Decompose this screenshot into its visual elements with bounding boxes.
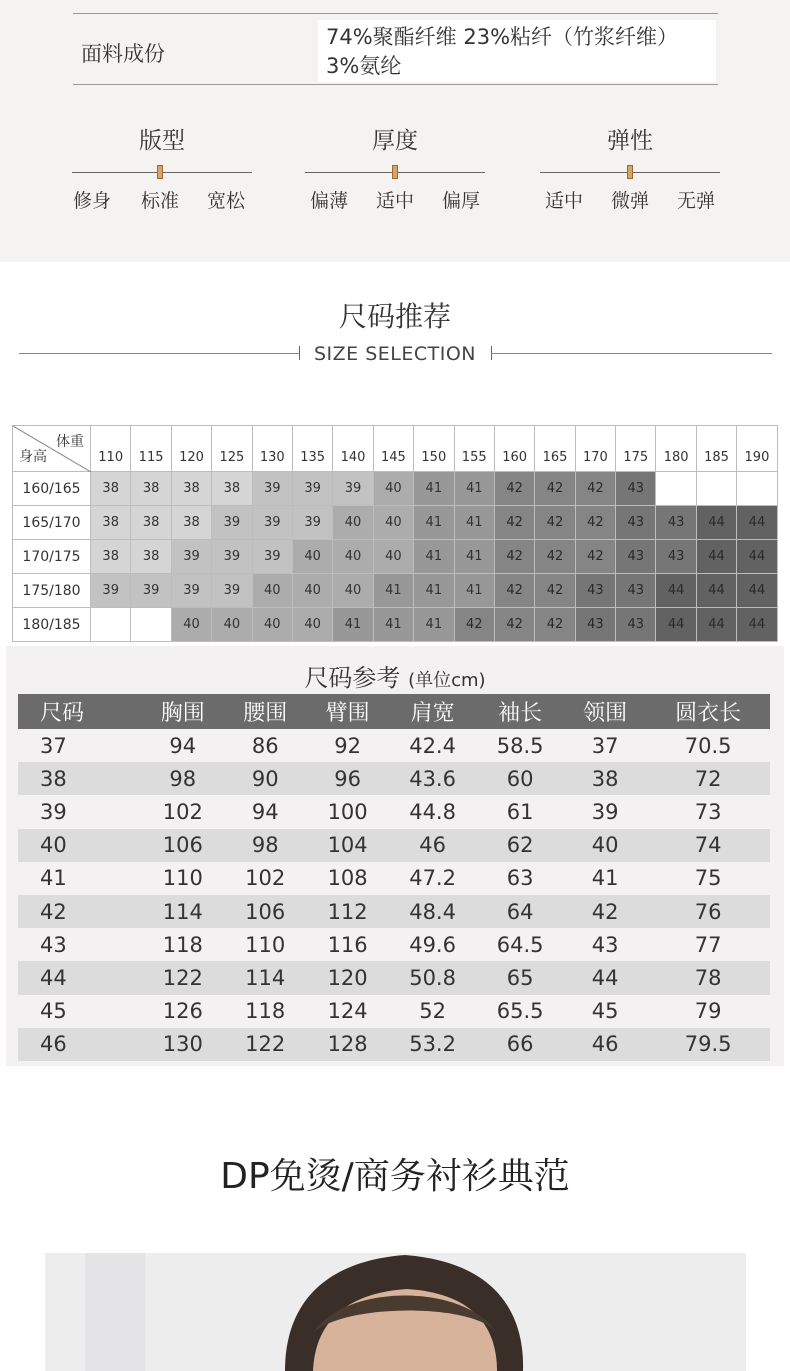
reference-cell: 72 bbox=[646, 762, 770, 795]
attribute-marker bbox=[157, 165, 163, 179]
grid-row bbox=[13, 472, 778, 506]
grid-size-cell: 44 bbox=[656, 574, 696, 608]
attribute-option: 宽松 bbox=[206, 190, 245, 212]
grid-height-header: 160/165 bbox=[13, 472, 91, 506]
reference-cell: 44.8 bbox=[389, 795, 477, 828]
reference-cell: 45 bbox=[564, 995, 646, 1028]
grid-size-cell: 41 bbox=[454, 472, 494, 506]
size-reference-unit: (单位cm) bbox=[408, 670, 486, 691]
attribute-option: 无弹 bbox=[676, 190, 715, 212]
reference-cell: 44 bbox=[564, 961, 646, 994]
reference-row bbox=[18, 862, 770, 895]
reference-row bbox=[18, 762, 770, 795]
reference-cell: 110 bbox=[224, 928, 306, 961]
reference-column-header: 尺码 bbox=[18, 694, 142, 729]
grid-height-header: 170/175 bbox=[13, 540, 91, 574]
reference-cell: 38 bbox=[564, 762, 646, 795]
reference-cell: 41 bbox=[18, 862, 142, 895]
reference-cell: 100 bbox=[306, 795, 388, 828]
grid-size-cell: 43 bbox=[616, 608, 656, 642]
grid-size-cell: 44 bbox=[737, 574, 777, 608]
grid-weight-header: 180 bbox=[656, 426, 696, 472]
grid-size-cell: 39 bbox=[91, 574, 131, 608]
reference-cell: 96 bbox=[306, 762, 388, 795]
reference-row bbox=[18, 1028, 770, 1061]
grid-size-cell: 42 bbox=[575, 472, 615, 506]
attribute-marker bbox=[392, 165, 398, 179]
grid-height-label: 身高 bbox=[19, 449, 47, 465]
model-photo bbox=[45, 1253, 746, 1371]
grid-size-cell: 41 bbox=[373, 608, 413, 642]
attribute-option: 适中 bbox=[375, 190, 414, 212]
grid-size-cell: 41 bbox=[454, 540, 494, 574]
grid-size-cell: 43 bbox=[575, 574, 615, 608]
grid-size-cell: 42 bbox=[535, 506, 575, 540]
reference-column-header: 肩宽 bbox=[389, 694, 477, 729]
fabric-label: 面料成份 bbox=[81, 42, 165, 66]
grid-row bbox=[13, 540, 778, 574]
reference-cell: 37 bbox=[564, 729, 646, 762]
grid-size-cell: 43 bbox=[575, 608, 615, 642]
attribute-title: 厚度 bbox=[372, 128, 418, 154]
grid-size-cell: 43 bbox=[616, 472, 656, 506]
reference-cell: 60 bbox=[476, 762, 564, 795]
reference-cell: 52 bbox=[389, 995, 477, 1028]
grid-size-cell: 42 bbox=[575, 540, 615, 574]
feature-title: DP免烫/商务衬衫典范 bbox=[220, 1156, 570, 1197]
grid-weight-header: 125 bbox=[212, 426, 252, 472]
reference-cell: 70.5 bbox=[646, 729, 770, 762]
reference-cell: 62 bbox=[476, 829, 564, 862]
grid-size-cell: 41 bbox=[454, 574, 494, 608]
reference-cell: 128 bbox=[306, 1028, 388, 1061]
grid-weight-header: 175 bbox=[616, 426, 656, 472]
reference-cell: 48.4 bbox=[389, 895, 477, 928]
reference-cell: 76 bbox=[646, 895, 770, 928]
reference-cell: 42 bbox=[18, 895, 142, 928]
grid-weight-header: 140 bbox=[333, 426, 373, 472]
grid-size-cell: 42 bbox=[454, 608, 494, 642]
reference-cell: 41 bbox=[564, 862, 646, 895]
grid-size-cell: 40 bbox=[212, 608, 252, 642]
grid-size-cell: 40 bbox=[373, 540, 413, 574]
grid-size-cell bbox=[696, 472, 736, 506]
attribute-option: 标准 bbox=[140, 190, 179, 212]
reference-cell: 38 bbox=[18, 762, 142, 795]
reference-cell: 118 bbox=[224, 995, 306, 1028]
reference-cell: 49.6 bbox=[389, 928, 477, 961]
size-selection-subtitle: SIZE SELECTION bbox=[313, 343, 477, 365]
reference-cell: 102 bbox=[224, 862, 306, 895]
reference-cell: 122 bbox=[224, 1028, 306, 1061]
reference-cell: 104 bbox=[306, 829, 388, 862]
grid-size-cell: 41 bbox=[414, 472, 454, 506]
size-selection-title: 尺码推荐 bbox=[338, 300, 451, 333]
grid-size-cell: 39 bbox=[212, 574, 252, 608]
grid-size-cell: 44 bbox=[696, 574, 736, 608]
reference-cell: 92 bbox=[306, 729, 388, 762]
reference-row bbox=[18, 961, 770, 994]
grid-size-cell bbox=[131, 608, 171, 642]
reference-header-row bbox=[18, 694, 770, 729]
reference-cell: 73 bbox=[646, 795, 770, 828]
attribute-option: 偏厚 bbox=[441, 190, 480, 212]
grid-weight-header: 185 bbox=[696, 426, 736, 472]
reference-cell: 74 bbox=[646, 829, 770, 862]
reference-column-header: 腰围 bbox=[224, 694, 306, 729]
reference-cell: 47.2 bbox=[389, 862, 477, 895]
reference-cell: 114 bbox=[142, 895, 224, 928]
grid-weight-header: 115 bbox=[131, 426, 171, 472]
grid-size-cell: 39 bbox=[212, 506, 252, 540]
grid-size-cell: 39 bbox=[131, 574, 171, 608]
grid-weight-header: 120 bbox=[171, 426, 211, 472]
reference-cell: 42 bbox=[564, 895, 646, 928]
grid-size-cell: 43 bbox=[656, 506, 696, 540]
grid-size-cell: 38 bbox=[91, 506, 131, 540]
reference-cell: 98 bbox=[142, 762, 224, 795]
grid-row bbox=[13, 608, 778, 642]
reference-cell: 79 bbox=[646, 995, 770, 1028]
grid-size-cell: 39 bbox=[333, 472, 373, 506]
grid-height-header: 165/170 bbox=[13, 506, 91, 540]
fabric-composition-row bbox=[73, 13, 718, 85]
attribute-title: 版型 bbox=[139, 128, 185, 154]
reference-cell: 102 bbox=[142, 795, 224, 828]
grid-size-cell: 43 bbox=[656, 540, 696, 574]
grid-size-cell: 44 bbox=[696, 506, 736, 540]
grid-size-cell: 40 bbox=[373, 472, 413, 506]
grid-size-cell: 44 bbox=[696, 540, 736, 574]
reference-cell: 58.5 bbox=[476, 729, 564, 762]
reference-cell: 86 bbox=[224, 729, 306, 762]
grid-row bbox=[13, 506, 778, 540]
reference-cell: 43 bbox=[18, 928, 142, 961]
grid-size-cell: 44 bbox=[696, 608, 736, 642]
grid-size-cell: 38 bbox=[131, 506, 171, 540]
grid-size-cell: 40 bbox=[252, 574, 292, 608]
attribute-title: 弹性 bbox=[607, 128, 653, 154]
reference-cell: 40 bbox=[18, 829, 142, 862]
grid-size-cell: 41 bbox=[333, 608, 373, 642]
reference-column-header: 圆衣长 bbox=[646, 694, 770, 729]
reference-column-header: 臂围 bbox=[306, 694, 388, 729]
attribute-elasticity bbox=[540, 118, 720, 218]
reference-row bbox=[18, 928, 770, 961]
grid-size-cell: 38 bbox=[212, 472, 252, 506]
size-reference-title-text: 尺码参考 bbox=[304, 664, 401, 692]
reference-cell: 65.5 bbox=[476, 995, 564, 1028]
reference-cell: 106 bbox=[142, 829, 224, 862]
fabric-value-line1: 74%聚酯纤维 23%粘纤（竹浆纤维） bbox=[326, 25, 679, 49]
reference-cell: 65 bbox=[476, 961, 564, 994]
reference-cell: 108 bbox=[306, 862, 388, 895]
size-reference-table bbox=[18, 694, 770, 1061]
product-attributes-panel bbox=[0, 0, 790, 262]
grid-size-cell: 39 bbox=[171, 574, 211, 608]
grid-size-cell: 39 bbox=[252, 472, 292, 506]
size-reference-title bbox=[0, 658, 790, 693]
reference-column-header: 袖长 bbox=[476, 694, 564, 729]
grid-size-cell: 39 bbox=[212, 540, 252, 574]
reference-row bbox=[18, 729, 770, 762]
grid-weight-header: 155 bbox=[454, 426, 494, 472]
reference-cell: 110 bbox=[142, 862, 224, 895]
attribute-option: 偏薄 bbox=[309, 190, 348, 212]
grid-size-cell: 40 bbox=[171, 608, 211, 642]
grid-weight-header: 190 bbox=[737, 426, 777, 472]
reference-cell: 124 bbox=[306, 995, 388, 1028]
grid-size-cell: 39 bbox=[252, 540, 292, 574]
reference-cell: 44 bbox=[18, 961, 142, 994]
grid-size-cell: 42 bbox=[535, 574, 575, 608]
grid-size-cell: 42 bbox=[494, 608, 534, 642]
reference-cell: 39 bbox=[18, 795, 142, 828]
reference-cell: 37 bbox=[18, 729, 142, 762]
grid-height-header: 175/180 bbox=[13, 574, 91, 608]
reference-cell: 61 bbox=[476, 795, 564, 828]
reference-cell: 53.2 bbox=[389, 1028, 477, 1061]
reference-cell: 106 bbox=[224, 895, 306, 928]
reference-row bbox=[18, 829, 770, 862]
reference-row bbox=[18, 795, 770, 828]
reference-cell: 46 bbox=[564, 1028, 646, 1061]
grid-size-cell bbox=[656, 472, 696, 506]
reference-cell: 43.6 bbox=[389, 762, 477, 795]
reference-row bbox=[18, 995, 770, 1028]
reference-column-header: 领围 bbox=[564, 694, 646, 729]
grid-size-cell: 42 bbox=[535, 472, 575, 506]
fabric-value-line2: 3%氨纶 bbox=[326, 54, 402, 78]
grid-size-cell: 42 bbox=[494, 574, 534, 608]
grid-size-cell: 39 bbox=[171, 540, 211, 574]
grid-size-cell: 42 bbox=[535, 608, 575, 642]
reference-cell: 98 bbox=[224, 829, 306, 862]
model-photo-illustration bbox=[45, 1253, 746, 1371]
reference-cell: 126 bbox=[142, 995, 224, 1028]
grid-size-cell: 41 bbox=[414, 574, 454, 608]
reference-cell: 66 bbox=[476, 1028, 564, 1061]
grid-weight-header: 145 bbox=[373, 426, 413, 472]
grid-size-cell: 42 bbox=[535, 540, 575, 574]
reference-cell: 64 bbox=[476, 895, 564, 928]
reference-cell: 130 bbox=[142, 1028, 224, 1061]
reference-cell: 64.5 bbox=[476, 928, 564, 961]
reference-cell: 116 bbox=[306, 928, 388, 961]
reference-cell: 122 bbox=[142, 961, 224, 994]
grid-corner-header bbox=[13, 426, 91, 472]
grid-size-cell: 40 bbox=[333, 574, 373, 608]
attribute-fit bbox=[72, 118, 252, 218]
reference-cell: 120 bbox=[306, 961, 388, 994]
grid-size-cell: 41 bbox=[414, 540, 454, 574]
grid-size-cell: 44 bbox=[737, 540, 777, 574]
grid-size-cell: 43 bbox=[616, 574, 656, 608]
grid-size-cell: 40 bbox=[292, 540, 332, 574]
grid-weight-header: 170 bbox=[575, 426, 615, 472]
reference-cell: 112 bbox=[306, 895, 388, 928]
size-recommendation-grid bbox=[12, 425, 778, 642]
attribute-thickness bbox=[305, 118, 485, 218]
attribute-option: 微弹 bbox=[610, 190, 649, 212]
grid-size-cell: 41 bbox=[414, 506, 454, 540]
grid-size-cell: 40 bbox=[333, 540, 373, 574]
grid-size-cell: 39 bbox=[292, 472, 332, 506]
grid-weight-header: 165 bbox=[535, 426, 575, 472]
reference-cell: 40 bbox=[564, 829, 646, 862]
grid-size-cell: 40 bbox=[252, 608, 292, 642]
attribute-option: 修身 bbox=[72, 190, 111, 212]
grid-size-cell: 41 bbox=[454, 506, 494, 540]
reference-cell: 63 bbox=[476, 862, 564, 895]
grid-size-cell: 44 bbox=[737, 608, 777, 642]
grid-weight-header: 160 bbox=[494, 426, 534, 472]
grid-size-cell: 38 bbox=[131, 540, 171, 574]
reference-cell: 50.8 bbox=[389, 961, 477, 994]
grid-size-cell bbox=[91, 608, 131, 642]
grid-size-cell: 39 bbox=[252, 506, 292, 540]
grid-size-cell: 42 bbox=[494, 540, 534, 574]
divider-right bbox=[491, 353, 772, 354]
reference-cell: 42.4 bbox=[389, 729, 477, 762]
grid-size-cell: 38 bbox=[171, 472, 211, 506]
grid-size-cell: 42 bbox=[494, 506, 534, 540]
attribute-marker bbox=[627, 165, 633, 179]
grid-size-cell: 40 bbox=[292, 608, 332, 642]
reference-cell: 45 bbox=[18, 995, 142, 1028]
grid-size-cell: 38 bbox=[91, 540, 131, 574]
reference-cell: 43 bbox=[564, 928, 646, 961]
reference-cell: 77 bbox=[646, 928, 770, 961]
reference-cell: 118 bbox=[142, 928, 224, 961]
grid-size-cell: 38 bbox=[171, 506, 211, 540]
reference-cell: 94 bbox=[224, 795, 306, 828]
reference-cell: 114 bbox=[224, 961, 306, 994]
grid-size-cell: 38 bbox=[91, 472, 131, 506]
grid-size-cell: 43 bbox=[616, 506, 656, 540]
grid-size-cell: 40 bbox=[292, 574, 332, 608]
grid-weight-header: 110 bbox=[91, 426, 131, 472]
grid-size-cell: 41 bbox=[373, 574, 413, 608]
grid-weight-header: 135 bbox=[292, 426, 332, 472]
reference-cell: 94 bbox=[142, 729, 224, 762]
reference-cell: 39 bbox=[564, 795, 646, 828]
grid-size-cell: 42 bbox=[575, 506, 615, 540]
reference-cell: 46 bbox=[18, 1028, 142, 1061]
attribute-option: 适中 bbox=[544, 190, 583, 212]
grid-weight-header: 150 bbox=[414, 426, 454, 472]
reference-cell: 78 bbox=[646, 961, 770, 994]
reference-cell: 46 bbox=[389, 829, 477, 862]
reference-cell: 79.5 bbox=[646, 1028, 770, 1061]
grid-size-cell: 43 bbox=[616, 540, 656, 574]
grid-size-cell: 44 bbox=[656, 608, 696, 642]
grid-size-cell: 39 bbox=[292, 506, 332, 540]
reference-cell: 90 bbox=[224, 762, 306, 795]
reference-column-header: 胸围 bbox=[142, 694, 224, 729]
grid-height-header: 180/185 bbox=[13, 608, 91, 642]
grid-size-cell: 38 bbox=[131, 472, 171, 506]
grid-size-cell: 42 bbox=[494, 472, 534, 506]
reference-row bbox=[18, 895, 770, 928]
reference-cell: 75 bbox=[646, 862, 770, 895]
grid-size-cell: 40 bbox=[373, 506, 413, 540]
grid-weight-label: 体重 bbox=[56, 434, 84, 450]
grid-size-cell: 44 bbox=[737, 506, 777, 540]
fabric-value bbox=[318, 20, 716, 82]
grid-size-cell: 40 bbox=[333, 506, 373, 540]
grid-size-cell: 41 bbox=[414, 608, 454, 642]
grid-row bbox=[13, 574, 778, 608]
grid-weight-header: 130 bbox=[252, 426, 292, 472]
grid-size-cell bbox=[737, 472, 777, 506]
